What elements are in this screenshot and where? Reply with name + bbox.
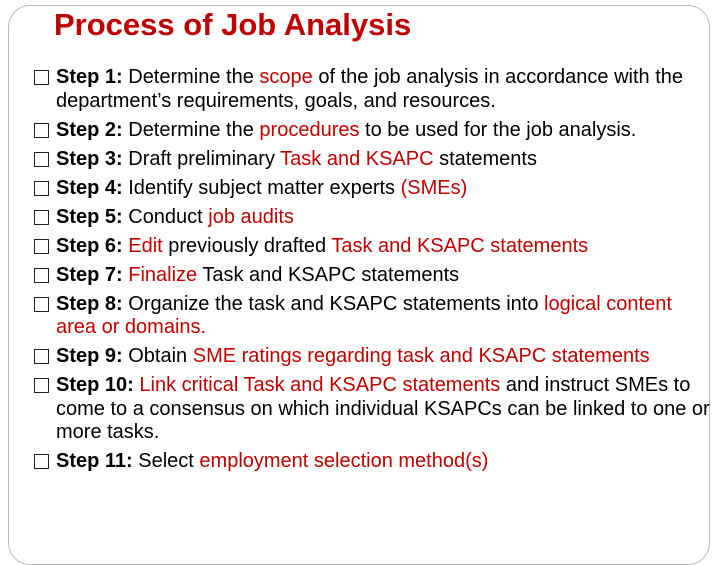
step-text: Conduct xyxy=(122,205,209,228)
highlighted-text: Edit xyxy=(128,234,163,257)
step-text: previously drafted xyxy=(162,234,332,257)
step-number: Step 9: xyxy=(56,345,123,367)
step-item xyxy=(34,66,714,113)
checkbox-bullet-icon xyxy=(34,378,49,393)
highlighted-text: SME ratings regarding task and KSAPC statements xyxy=(192,345,650,367)
step-number: Step 2: xyxy=(56,118,123,141)
checkbox-bullet-icon xyxy=(34,123,49,138)
highlighted-text: employment selection method(s) xyxy=(199,450,489,472)
highlighted-text: Finalize xyxy=(128,263,198,286)
highlighted-text: Link critical Task and KSAPC statements xyxy=(139,374,501,396)
step-text: Select xyxy=(132,450,200,472)
step-item xyxy=(34,293,714,340)
checkbox-bullet-icon xyxy=(34,152,49,167)
highlighted-text: (SMEs) xyxy=(400,176,468,199)
step-text: of the job analysis in accordance with the department’s requirements, goals, and resources. xyxy=(56,66,684,112)
checkbox-bullet-icon xyxy=(34,297,49,312)
step-number: Step 6: xyxy=(56,234,123,257)
step-text: Task and KSAPC statements xyxy=(197,263,460,286)
step-number: Step 7: xyxy=(56,263,123,286)
highlighted-text: Task and KSAPC xyxy=(280,147,434,170)
step-number: Step 5: xyxy=(56,205,123,228)
highlighted-text: job audits xyxy=(208,205,294,228)
step-text: Draft preliminary xyxy=(122,147,281,170)
step-text: and instruct SMEs to come to a consensus on which individual KSAPCs can be linked to one or more tasks. xyxy=(56,374,710,443)
step-number: Step 4: xyxy=(56,176,123,199)
checkbox-bullet-icon xyxy=(34,70,49,85)
step-item xyxy=(34,177,714,201)
highlighted-text: scope xyxy=(259,66,313,88)
slide-title: Process of Job Analysis xyxy=(54,7,412,42)
checkbox-bullet-icon xyxy=(34,181,49,196)
step-item xyxy=(34,345,714,369)
step-number: Step 8: xyxy=(56,292,123,315)
step-text: Organize the task and KSAPC statements into xyxy=(122,292,545,315)
step-number: Step 11: xyxy=(56,450,133,472)
highlighted-text: logical content area or domains. xyxy=(56,292,672,338)
step-item xyxy=(34,119,714,143)
checkbox-bullet-icon xyxy=(34,210,49,225)
step-text: statements xyxy=(433,147,537,170)
step-item xyxy=(34,206,714,230)
step-item xyxy=(34,235,714,259)
step-text: Determine the xyxy=(122,66,260,88)
step-text: Obtain xyxy=(122,345,193,367)
step-number: Step 1: xyxy=(56,66,123,88)
step-text: Identify subject matter experts xyxy=(122,176,401,199)
step-number: Step 10: xyxy=(56,374,134,396)
step-item xyxy=(34,450,714,474)
step-item xyxy=(34,148,714,172)
steps-list xyxy=(34,66,714,479)
checkbox-bullet-icon xyxy=(34,268,49,283)
highlighted-text: Task and KSAPC statements xyxy=(331,234,589,257)
step-text: to be used for the job analysis. xyxy=(359,118,637,141)
checkbox-bullet-icon xyxy=(34,349,49,364)
checkbox-bullet-icon xyxy=(34,239,49,254)
step-number: Step 3: xyxy=(56,147,123,170)
step-item xyxy=(34,264,714,288)
step-item xyxy=(34,374,714,445)
highlighted-text: procedures xyxy=(259,118,360,141)
step-text: Determine the xyxy=(122,118,260,141)
checkbox-bullet-icon xyxy=(34,454,49,469)
